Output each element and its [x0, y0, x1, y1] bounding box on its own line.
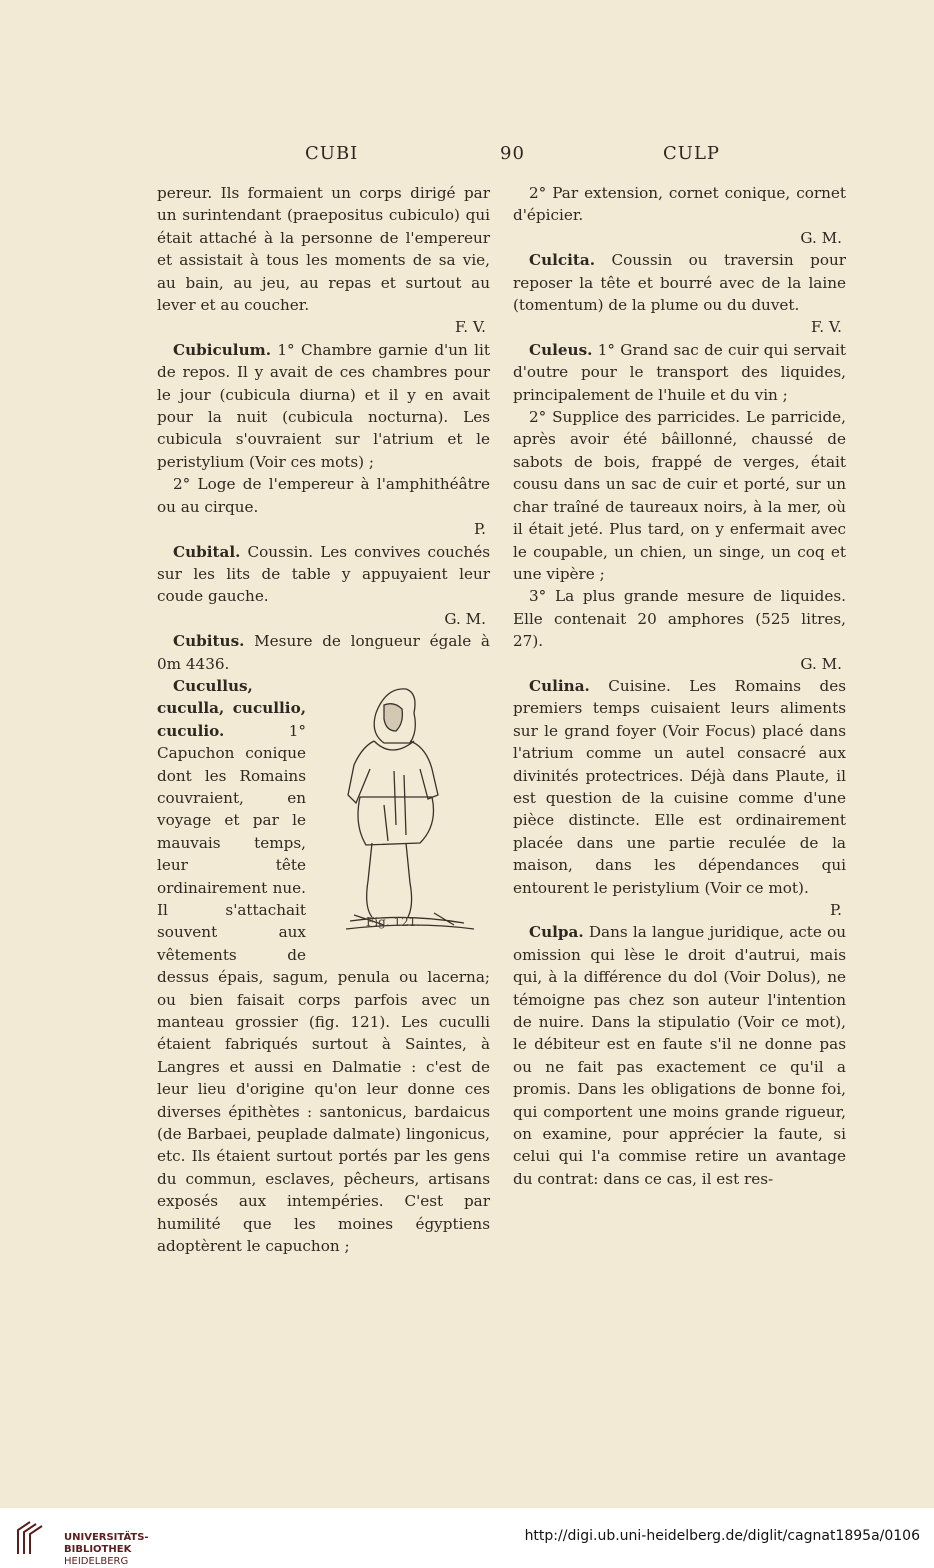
logo-line: HEIDELBERG — [64, 1556, 129, 1567]
entry-culcita — [513, 249, 846, 316]
entry-cubital — [157, 541, 490, 608]
left-column — [157, 182, 490, 1258]
entry-cubitus — [157, 630, 490, 675]
logo-line: BIBLIOTHEK — [64, 1544, 132, 1555]
entry-culpa — [513, 921, 846, 1190]
figure-caption: Fig. 121. — [366, 914, 421, 929]
paragraph: 2° Loge de l'empereur à l'amphithéâtre ou au cirque. — [157, 475, 490, 516]
running-header — [0, 143, 934, 167]
entry-headword: Cucullus, cuculla, cucullio, cuculio. — [157, 676, 306, 740]
paragraph: 2° Supplice des parricides. Le parricide, après avoir été bâillonné, chaussé de sabots de bois, frappé de verges, était cousu dans un sac de cuir et porté, sur un char traîné de taureaux noirs, à la mer, où il était jeté. Plus tard, on y enfermait avec le coupable, un chien, un singe, un coq et une vipère ; — [513, 408, 846, 583]
hooded-man-illustration — [314, 685, 494, 947]
entry-headword: Cubiculum. — [173, 340, 271, 359]
library-logo-icon — [14, 1518, 48, 1558]
entry-text: 1° Capuchon conique dont les Romains couvraient, en voyage et par le mauvais temps, leur tête ordinairement nue. Il s'attachait souvent aux vêtements de dessus épais, sagum, penula ou lacerna; ou bien faisait corps parfois avec un manteau grossier (fig. 121). Les cuculli étaient fabriqués surtout à Saintes, à Langres et aussi en Dalmatie : c'est de leur lieu d'origine qu'on leur donne ces diverses épithètes : santonicus, bardaicus (de Barbaei, peuplade dalmate) lingonicus, etc. Ils étaient surtout portés par les gens du commun, esclaves, pêcheurs, artisans exposés aux intempéries. C'est par humilité que les moines égyptiens adoptèrent le capuchon ; — [157, 721, 490, 1256]
library-logo[interactable] — [14, 1518, 149, 1567]
entry-headword: Culina. — [529, 676, 590, 695]
entry-headword: Cubital. — [173, 542, 241, 561]
entry-headword: Cubitus. — [173, 632, 245, 651]
source-url-link[interactable]: http://digi.ub.uni-heidelberg.de/diglit/cagnat1895a/0106 — [524, 1528, 920, 1544]
author-signature: P. — [830, 901, 842, 919]
entry-cubiculum — [157, 339, 490, 473]
entry-text: Cuisine. Les Romains des premiers temps cuisaient leurs aliments sur le grand foyer (Voir Focus) placé dans l'atrium comme un autel consacré aux divinités protectrices. Déjà dans Plaute, il est question de la cuisine comme d'une pièce distincte. Elle est ordinairement placée dans une partie reculée de la maison, dans les dépendances qui entourent le peristylium (Voir ce mot). — [513, 676, 846, 897]
entry-text: 1° Grand sac de cuir qui servait d'outre pour le transport des liquides, principalement de l'huile et du vin ; — [513, 340, 846, 404]
author-signature: P. — [474, 520, 486, 539]
entry-headword: Culpa. — [529, 923, 584, 942]
entry-headword: Culcita. — [529, 251, 596, 270]
author-signature: G. M. — [800, 228, 842, 247]
entry-text: Dans la langue juridique, acte ou omission qui lèse le droit d'autrui, mais qui, à la différence du dol (Voir Dolus), ne témoigne pas chez son auteur l'intention de nuire. Dans la stipulatio (Voir ce mot), le débiteur est en faute s'il ne donne pas ou ne fait pas exactement ce qu'il a promis. Dans les obligations de bonne foi, qui comportent une moins grande rigueur, on examine, pour apprécier la faute, si celui qui l'a commise retire un avantage du contrat: dans ce cas, il est res- — [513, 923, 846, 1188]
figure-hooded-figure — [314, 685, 494, 947]
entry-culeus — [513, 339, 846, 406]
logo-line: UNIVERSITÄTS- — [64, 1532, 149, 1543]
header-right: CULP — [663, 143, 721, 164]
header-left: CUBI — [305, 143, 359, 164]
paragraph: 2° Par extension, cornet conique, cornet d'épicier. — [513, 184, 846, 225]
paragraph: pereur. Ils formaient un corps dirigé par un surintendant (praepositus cubiculo) qui était attaché à la personne de l'empereur et assistait à tous les moments de sa vie, au bain, au jeu, au repas et surtout au lever et au coucher. — [157, 184, 490, 315]
library-name — [64, 1532, 149, 1568]
author-signature: G. M. — [800, 654, 842, 673]
author-signature: G. M. — [444, 609, 486, 628]
paragraph: 3° La plus grande mesure de liquides. Elle contenait 20 amphores (525 litres, 27). — [513, 587, 846, 651]
right-column — [513, 182, 846, 1190]
author-signature: F. V. — [811, 318, 842, 337]
page-number: 90 — [500, 143, 525, 164]
entry-text: 1° Chambre garnie d'un lit de repos. Il y avait de ces chambres pour le jour (cubicula diurna) et il y en avait pour la nuit (cubicula nocturna). Les cubicula s'ouvraient sur l'atrium et le peristylium (Voir ces mots) ; — [157, 340, 490, 471]
entry-text: Mesure de longueur égale à 0m 4436. — [157, 632, 490, 673]
entry-text: Coussin ou traversin pour reposer la tête et bourré avec de la laine (tomentum) de la plume ou du duvet. — [513, 251, 846, 315]
entry-text: Coussin. Les convives couchés sur les lits de table y appuyaient leur coude gauche. — [157, 542, 490, 606]
library-footer — [0, 1508, 934, 1568]
entry-culina — [513, 675, 846, 899]
author-signature: F. V. — [455, 318, 486, 337]
entry-headword: Culeus. — [529, 340, 593, 359]
